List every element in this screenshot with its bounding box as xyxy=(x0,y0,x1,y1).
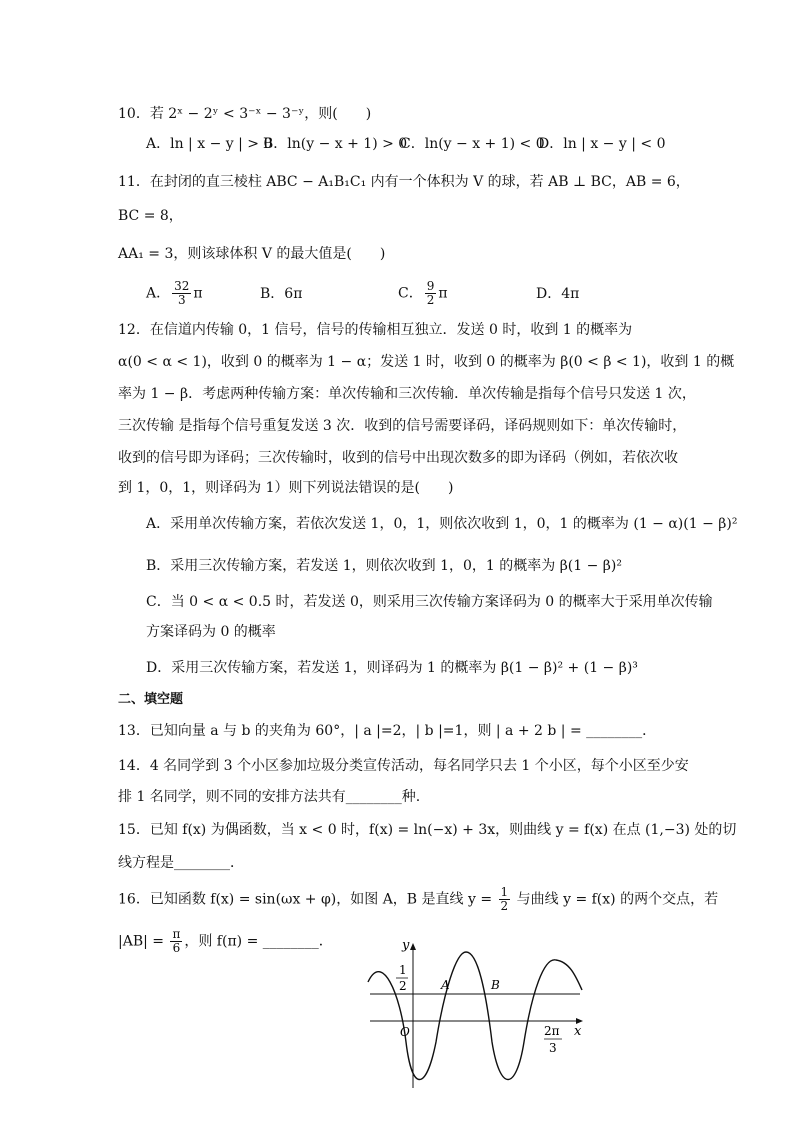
q12-line1: 12．在信道内传输 0，1 信号，信号的传输相互独立．发送 0 时，收到 1 的概率为 xyxy=(118,322,633,338)
q11-option-c-letter: C． xyxy=(398,285,423,302)
q11-option-d: D．4π xyxy=(536,286,580,302)
q11-option-a-pi: π xyxy=(193,285,203,302)
q16-line1-tail: 与曲线 y = f(x) 的两个交点，若 xyxy=(512,891,719,908)
q16-one-half xyxy=(499,886,511,913)
q10-option-d: D．ln | x − y | < 0 xyxy=(538,136,666,152)
q11-stem-line1: 11．在封闭的直三棱柱 ABC − A₁B₁C₁ 内有一个体积为 V 的球，若 AB ⊥ BC，AB = 6， xyxy=(118,174,690,190)
point-b-label: B xyxy=(491,978,500,992)
q11-option-a-fraction xyxy=(172,280,191,307)
fraction-numerator: 9 xyxy=(426,279,435,293)
q12-option-b: B．采用三次传输方案，若发送 1，则依次收到 1，0，1 的概率为 β(1 − β)² xyxy=(146,558,622,574)
q12-option-a: A．采用单次传输方案，若依次发送 1，0，1，则依次收到 1，0，1 的概率为 (1 − α)(1 − β)² xyxy=(146,516,738,532)
q10-option-c: C．ln(y − x + 1) < 0 xyxy=(400,136,545,152)
q14-line1: 14．4 名同学到 3 个小区参加垃圾分类宣传活动，每名同学只去 1 个小区，每个小区至少安 xyxy=(118,758,689,774)
fraction-denominator: 2 xyxy=(500,899,509,913)
x-tick-denominator: 3 xyxy=(549,1041,557,1055)
q11-stem-line2: BC = 8， xyxy=(118,208,183,224)
q11-option-c-pi: π xyxy=(438,285,448,302)
q11-stem-line3: AA₁ = 3，则该球体积 V 的最大值是( ) xyxy=(118,246,386,262)
sine-graph xyxy=(360,932,600,1092)
point-a-label: A xyxy=(441,978,450,992)
y-axis-label: y xyxy=(402,938,410,953)
fraction-numerator: π xyxy=(172,927,181,941)
fraction-denominator: 3 xyxy=(177,293,186,307)
q10-stem: 10．若 2ˣ − 2ʸ < 3⁻ˣ − 3⁻ʸ，则( ) xyxy=(118,106,372,122)
q16-line2-tail: ，则 f(π) = ________． xyxy=(184,933,333,950)
q16-line1 xyxy=(118,886,718,913)
q12-line6: 到 1，0，1，则译码为 1）则下列说法错误的是( ) xyxy=(118,480,454,496)
x-axis-label: x xyxy=(574,1024,582,1039)
q14-line2: 排 1 名同学，则不同的安排方法共有________种. xyxy=(118,789,421,805)
q11-option-b: B．6π xyxy=(260,286,303,302)
x-tick-numerator: 2π xyxy=(544,1024,560,1038)
fraction-denominator: 6 xyxy=(172,941,181,955)
q15-line1: 15．已知 f(x) 为偶函数，当 x < 0 时，f(x) = ln(−x) + 3x，则曲线 y = f(x) 在点 (1,−3) 处的切 xyxy=(118,822,737,838)
q16-line2-text: |AB| = xyxy=(118,933,169,950)
y-tick-half-numerator: 1 xyxy=(399,963,407,977)
q11-option-c-fraction xyxy=(425,280,437,307)
q11-option-a xyxy=(146,280,203,307)
q16-pi-over-six xyxy=(170,928,182,955)
q10-option-b: B．ln(y − x + 1) > 0 xyxy=(263,136,408,152)
q15-line2: 线方程是________． xyxy=(118,855,244,871)
q12-line2: α(0 < α < 1)，收到 0 的概率为 1 − α；发送 1 时，收到 0 的概率为 β(0 < β < 1)，收到 1 的概 xyxy=(118,354,735,370)
q12-line3: 率为 1 − β．考虑两种传输方案：单次传输和三次传输．单次传输是指每个信号只发送 1 次， xyxy=(118,386,696,402)
y-tick-half-denominator: 2 xyxy=(399,979,407,993)
fraction-numerator: 1 xyxy=(500,885,509,899)
q12-line4: 三次传输 是指每个信号重复发送 3 次．收到的信号需要译码，译码规则如下：单次传输时， xyxy=(118,418,687,434)
fraction-denominator: 2 xyxy=(426,293,435,307)
q11-option-a-letter: A． xyxy=(146,285,171,302)
q13-stem: 13．已知向量 a 与 b 的夹角为 60°，| a |=2，| b |=1，则 | a + 2 b | = ________． xyxy=(118,723,657,739)
q10-option-a: A．ln | x − y | > 0 xyxy=(146,136,273,152)
q12-option-c-line2: 方案译码为 0 的概率 xyxy=(146,624,276,640)
q11-option-c xyxy=(398,280,448,307)
q16-line2 xyxy=(118,928,333,955)
q12-line5: 收到的信号即为译码；三次传输时，收到的信号中出现次数多的即为译码（例如，若依次收 xyxy=(118,450,678,466)
q12-option-d: D．采用三次传输方案，若发送 1，则译码为 1 的概率为 β(1 − β)² + (1 − β)³ xyxy=(146,660,638,676)
origin-label: O xyxy=(400,1025,410,1039)
section-heading-fill-in: 二、填空题 xyxy=(118,692,184,707)
q12-option-c-line1: C．当 0 < α < 0.5 时，若发送 0，则采用三次传输方案译码为 0 的概率大于采用单次传输 xyxy=(146,594,713,610)
fraction-numerator: 32 xyxy=(174,279,190,293)
q16-line1-text: 16．已知函数 f(x) = sin(ωx + φ)，如图 A，B 是直线 y = xyxy=(118,891,497,908)
